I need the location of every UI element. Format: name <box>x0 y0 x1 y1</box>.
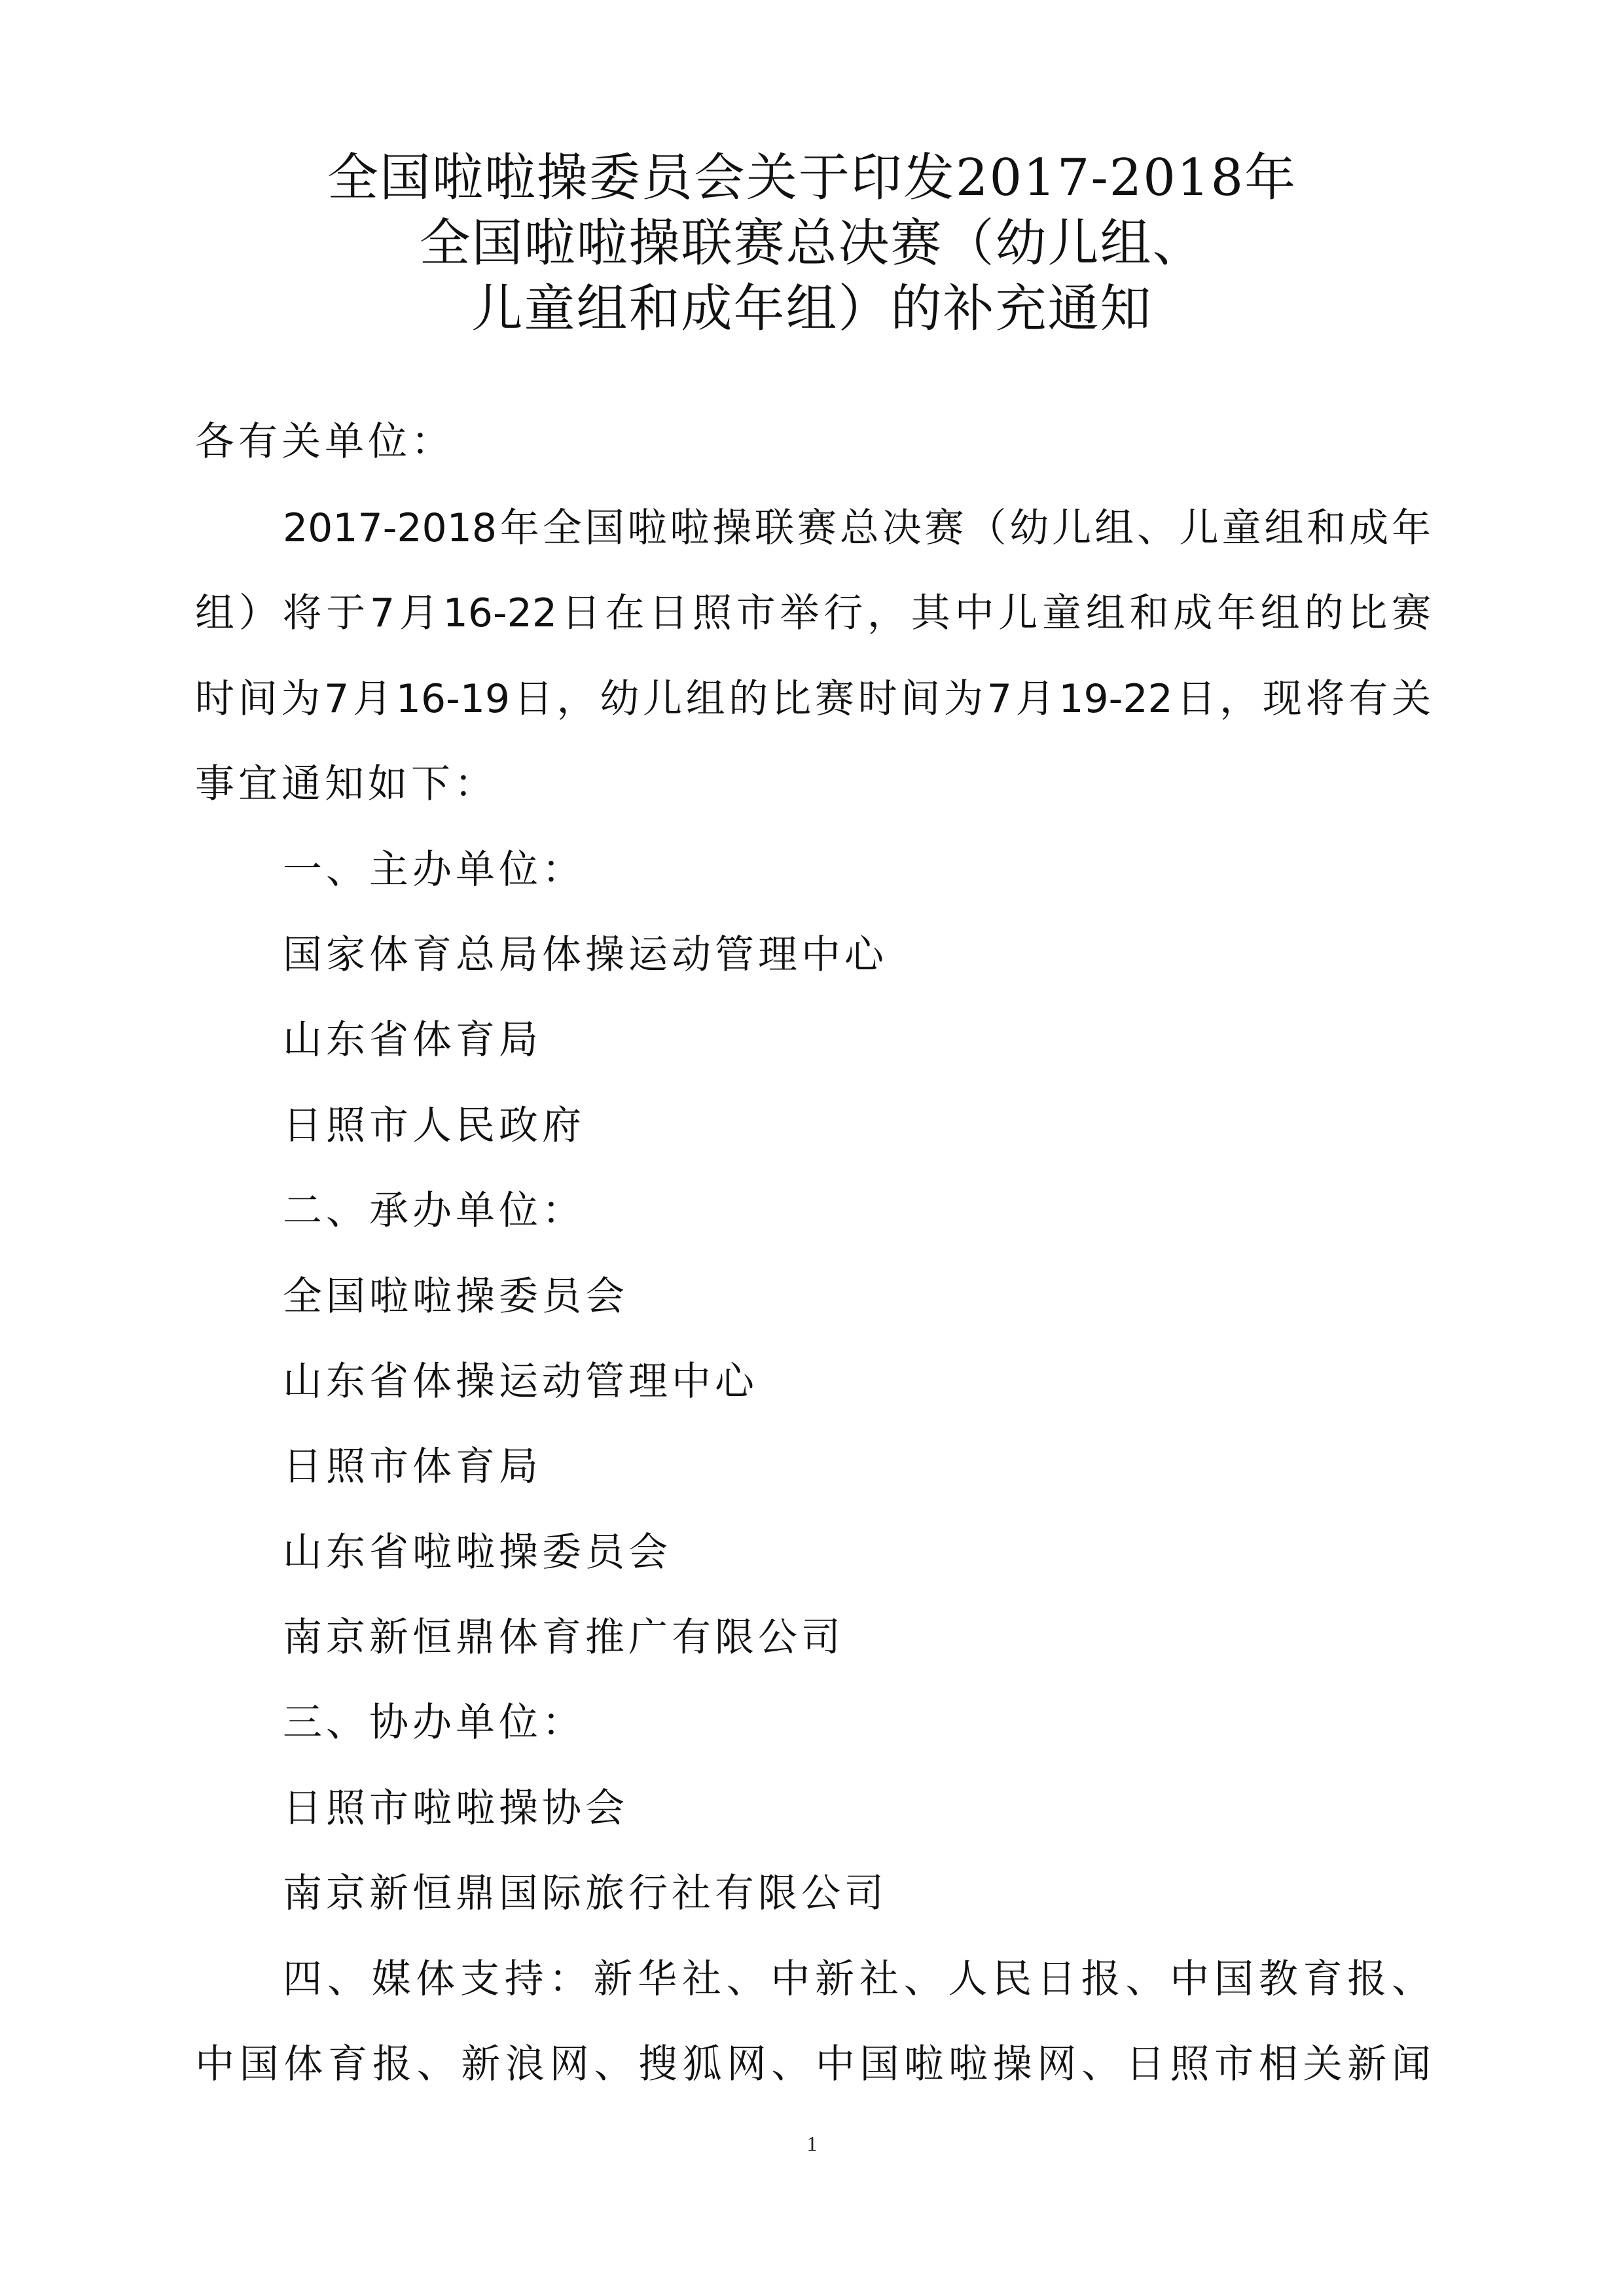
host-item: 日照市体育局 <box>283 1444 542 1490</box>
media-line-2: 中国体育报、新浪网、搜狐网、中国啦啦操网、日照市相关新闻 <box>195 2041 1431 2087</box>
page-number: 1 <box>806 2132 818 2155</box>
co-organizer-item: 南京新恒鼎国际旅行社有限公司 <box>283 1871 888 1916</box>
organizer-item: 日照市人民政府 <box>283 1103 585 1149</box>
salutation: 各有关单位： <box>195 419 454 465</box>
co-organizers-heading: 三、协办单位： <box>283 1700 585 1746</box>
host-item: 山东省啦啦操委员会 <box>283 1530 672 1575</box>
intro-line-2: 组）将于7月16-22日在日照市举行，其中儿童组和成年组的比赛 <box>195 590 1431 636</box>
organizer-item: 山东省体育局 <box>283 1017 542 1063</box>
intro-line-1: 2017-2018年全国啦啦操联赛总决赛（幼儿组、儿童组和成年 <box>283 505 1431 551</box>
host-item: 山东省体操运动管理中心 <box>283 1359 758 1405</box>
title-line-3: 儿童组和成年组）的补充通知 <box>471 279 1153 338</box>
intro-line-3: 时间为7月16-19日，幼儿组的比赛时间为7月19-22日，现将有关 <box>195 676 1431 722</box>
organizer-item: 国家体育总局体操运动管理中心 <box>283 932 888 978</box>
hosts-heading: 二、承办单位： <box>283 1188 585 1234</box>
organizers-heading: 一、主办单位： <box>283 847 585 893</box>
media-line-1: 四、媒体支持：新华社、中新社、人民日报、中国教育报、 <box>283 1956 1431 2002</box>
intro-line-4: 事宜通知如下： <box>195 761 497 807</box>
title-line-2: 全国啦啦操联赛总决赛（幼儿组、 <box>419 214 1205 273</box>
co-organizer-item: 日照市啦啦操协会 <box>283 1785 628 1831</box>
host-item: 全国啦啦操委员会 <box>283 1274 628 1319</box>
title-line-1: 全国啦啦操委员会关于印发2017-2018年 <box>327 149 1297 207</box>
host-item: 南京新恒鼎体育推广有限公司 <box>283 1615 844 1660</box>
